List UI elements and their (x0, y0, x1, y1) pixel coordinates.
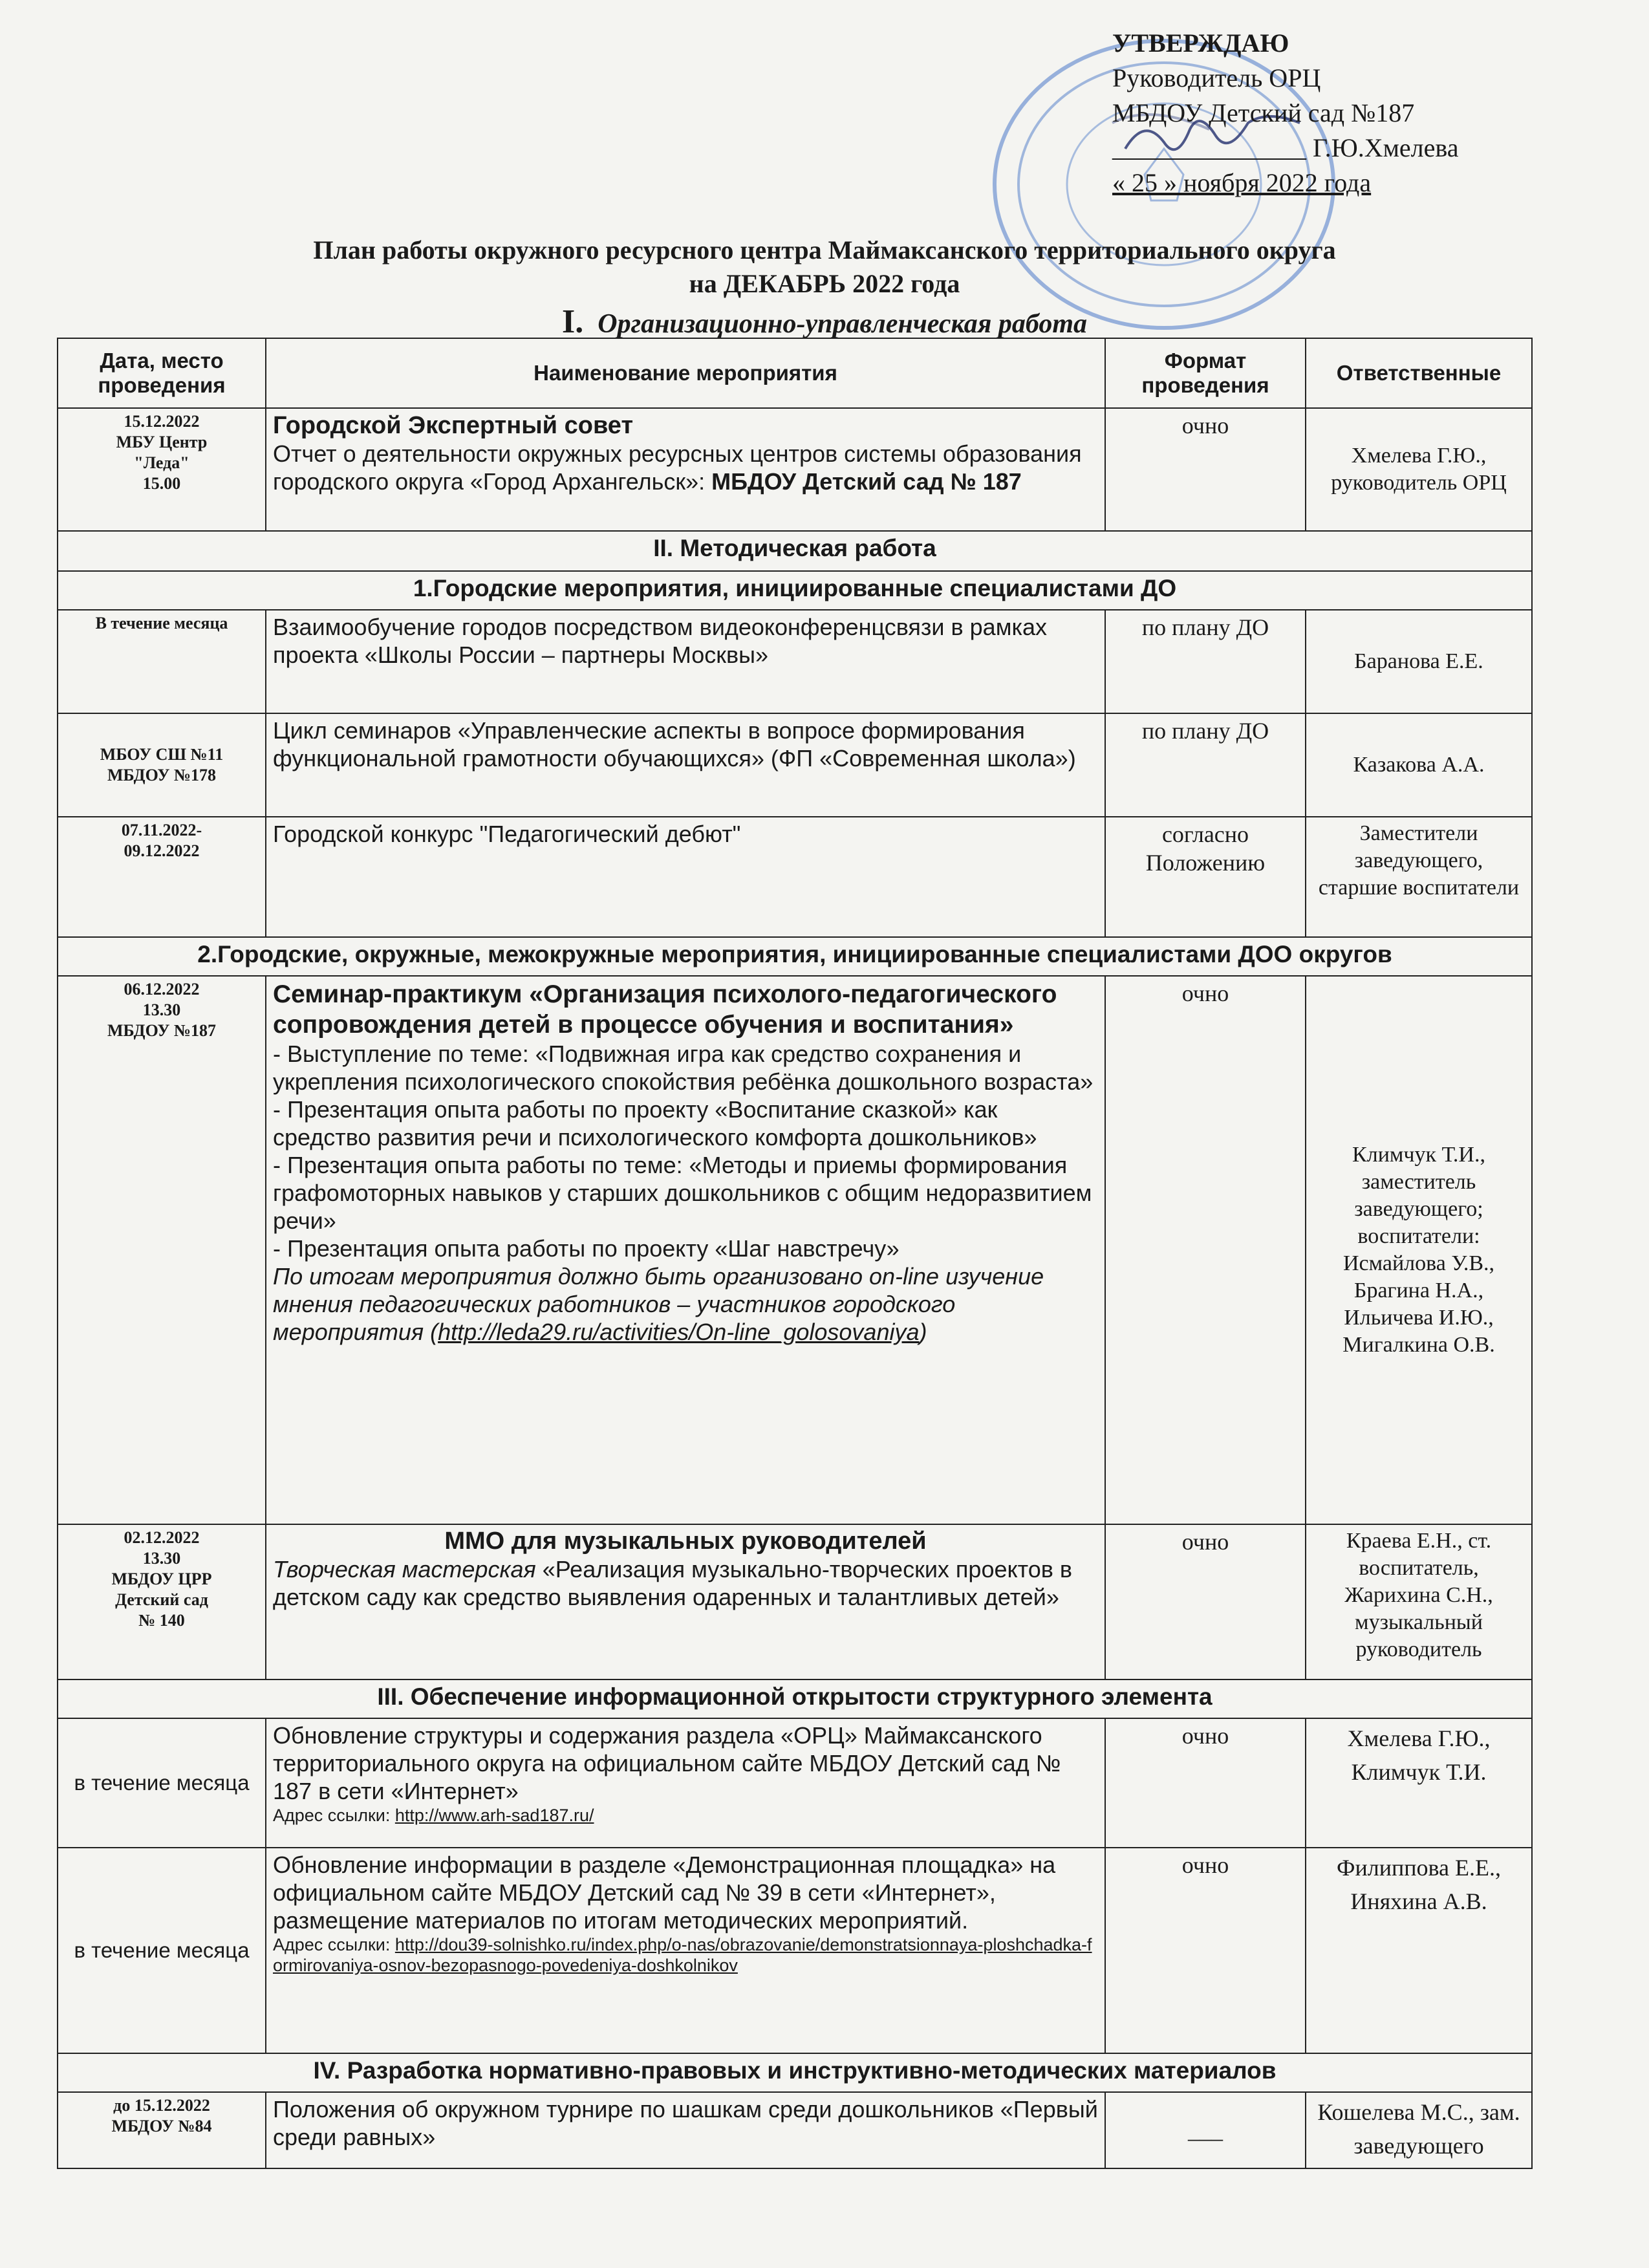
approval-name: Г.Ю.Хмелева (1313, 133, 1459, 162)
section-label: Организационно-управленческая работа (598, 309, 1087, 339)
row-responsible: Кошелева М.С., зам. заведующего (1306, 2092, 1532, 2168)
section-row (58, 2053, 1532, 2092)
table-row (58, 610, 1532, 713)
row-format: очно (1105, 1848, 1306, 2053)
row-event (266, 1524, 1105, 1679)
row-date: 15.12.2022 МБУ Центр "Леда" 15.00 (58, 408, 266, 531)
table-row (58, 976, 1532, 1524)
row-format: по плану ДО (1105, 610, 1306, 713)
address-link[interactable]: http://dou39-solnishko.ru/index.php/o-nas/obrazovanie/demonstratsionnaya-ploshchadka-formirovaniya-osnov-bezopasnogo-povedeniya-doshkolnikov (273, 1935, 1092, 1975)
row-date: МБОУ СШ №11 МБДОУ №178 (58, 713, 266, 817)
event-note-link[interactable]: http://leda29.ru/activities/On-line_golosovaniya (438, 1319, 920, 1345)
row-date: до 15.12.2022 МБДОУ №84 (58, 2092, 266, 2168)
row-format: по плану ДО (1105, 713, 1306, 817)
event-item: - Презентация опыта работы по проекту «Воспитание сказкой» как средство развития речи и психологического комфорта дошкольников» (273, 1096, 1037, 1150)
approval-position: Руководитель ОРЦ (1112, 63, 1321, 92)
row-format: согласно Положению (1105, 817, 1306, 937)
row-event: Положения об окружном турнире по шашкам среди дошкольников «Первый среди равных» (266, 2092, 1105, 2168)
table-row (58, 1524, 1532, 1679)
subsection-heading-2: 2.Городские, окружные, межокружные мероприятия, инициированные специалистами ДОО округов (58, 937, 1532, 976)
event-item: - Презентация опыта работы по проекту «Шаг навстречу» (273, 1235, 900, 1262)
section-heading-1 (0, 303, 1649, 341)
subsection-heading-1: 1.Городские мероприятия, инициированные специалистами ДО (58, 571, 1532, 610)
header-date: Дата, место проведения (58, 338, 266, 408)
event-note: По итогам мероприятия должно быть организовано on-line изучение мнения педагогических работников – участников городского мероприятия ( (273, 1263, 1044, 1345)
plan-table (57, 338, 1533, 2169)
table-row (58, 2092, 1532, 2168)
row-responsible: Хмелева Г.Ю., руководитель ОРЦ (1306, 408, 1532, 531)
section-heading-2: II. Методическая работа (58, 531, 1532, 571)
event-text: Обновление информации в разделе «Демонстрационная площадка» на официальном сайте МБДОУ Детский сад № 39 в сети «Интернет», размещение материалов по итогам методических мероприятий. (273, 1852, 1056, 1934)
row-responsible: Климчук Т.И., заместитель заведующего; воспитатели: Исмайлова У.В., Брагина Н.А., Ильичева И.Ю., Мигалкина О.В. (1306, 976, 1532, 1524)
subsection-row (58, 571, 1532, 610)
event-title: Семинар-практикум «Организация психолого-педагогического сопровождения детей в процессе обучения и воспитания» (273, 980, 1057, 1039)
event-item: - Презентация опыта работы по теме: «Методы и приемы формирования графомоторных навыков у старших дошкольников с общим недоразвитием речи» (273, 1152, 1092, 1234)
approval-signature-line (1112, 131, 1459, 166)
row-format: очно (1105, 976, 1306, 1524)
row-responsible: Казакова А.А. (1306, 713, 1532, 817)
section-row (58, 531, 1532, 571)
address-link[interactable]: http://www.arh-sad187.ru/ (394, 1806, 594, 1825)
subsection-row (58, 937, 1532, 976)
section-number: I. (562, 303, 584, 340)
table-row (58, 817, 1532, 937)
address-label: Адрес ссылки: (273, 1935, 395, 1954)
row-responsible: Баранова Е.Е. (1306, 610, 1532, 713)
header-name: Наименование мероприятия (266, 338, 1105, 408)
event-text-bold: МБДОУ Детский сад № 187 (711, 468, 1022, 495)
section-heading-4: IV. Разработка нормативно-правовых и инструктивно-методических материалов (58, 2053, 1532, 2092)
row-responsible: Краева Е.Н., ст. воспитатель, Жарихина С.Н., музыкальный руководитель (1306, 1524, 1532, 1679)
row-event: Городской конкурс "Педагогический дебют" (266, 817, 1105, 937)
row-event (266, 408, 1105, 531)
section-heading-3: III. Обеспечение информационной открытости структурного элемента (58, 1679, 1532, 1718)
table-header-row (58, 338, 1532, 408)
row-date: 06.12.2022 13.30 МБДОУ №187 (58, 976, 266, 1524)
event-address (273, 1934, 1098, 1976)
row-event: Цикл семинаров «Управленческие аспекты в вопросе формирования функциональной грамотности обучающихся» (ФП «Современная школа») (266, 713, 1105, 817)
table-row (58, 1848, 1532, 2053)
event-title: Городской Экспертный совет (273, 412, 634, 439)
row-date: в течение месяца (58, 1848, 266, 2053)
approval-date: « 25 » ноября 2022 года (1112, 168, 1372, 197)
address-label: Адрес ссылки: (273, 1806, 395, 1825)
event-text: «Реализация музыкально-творческих проектов в детском саду как средство выявления одаренных и талантливых детей» (273, 1556, 1072, 1610)
row-format: очно (1105, 1718, 1306, 1848)
row-event (266, 1718, 1105, 1848)
row-date: В течение месяца (58, 610, 266, 713)
header-format: Формат проведения (1105, 338, 1306, 408)
event-title: ММО для музыкальных руководителей (444, 1528, 927, 1555)
table-row (58, 1718, 1532, 1848)
event-text-italic: Творческая мастерская (273, 1556, 543, 1582)
row-responsible: Заместители заведующего, старшие воспитатели (1306, 817, 1532, 937)
row-responsible: Хмелева Г.Ю., Климчук Т.И. (1306, 1718, 1532, 1848)
section-row (58, 1679, 1532, 1718)
row-date: в течение месяца (58, 1718, 266, 1848)
event-address (273, 1805, 1098, 1826)
row-event: Взаимообучение городов посредством видеоконференцсвязи в рамках проекта «Школы России – партнеры Москвы» (266, 610, 1105, 713)
approval-organization: МБДОУ Детский сад №187 (1112, 98, 1415, 127)
page-subtitle: на ДЕКАБРЬ 2022 года (689, 269, 960, 298)
header-responsible: Ответственные (1306, 338, 1532, 408)
row-format: очно (1105, 408, 1306, 531)
event-note-end: ) (919, 1319, 927, 1345)
approval-block (1112, 26, 1459, 200)
row-format: очно (1105, 1524, 1306, 1679)
event-text: Отчет о деятельности окружных ресурсных центров системы образования городского округа «Город Архангельск»: (273, 440, 1082, 495)
signature-blank: _______________ (1112, 133, 1306, 162)
table-row (58, 713, 1532, 817)
row-format: ___ (1105, 2092, 1306, 2168)
event-text: Обновление структуры и содержания раздела «ОРЦ» Маймаксанского территориального округа на официальном сайте МБДОУ Детский сад № 187 в сети «Интернет» (273, 1722, 1061, 1804)
table-row (58, 408, 1532, 531)
page-title: План работы окружного ресурсного центра Маймаксанского территориального округа (313, 235, 1336, 265)
approval-heading: УТВЕРЖДАЮ (1112, 28, 1289, 58)
row-event (266, 1848, 1105, 2053)
row-date: 07.11.2022- 09.12.2022 (58, 817, 266, 937)
event-item: - Выступление по теме: «Подвижная игра как средство сохранения и укрепления психологического спокойствия ребёнка дошкольного возраста» (273, 1041, 1094, 1095)
row-event (266, 976, 1105, 1524)
row-responsible: Филиппова Е.Е., Иняхина А.В. (1306, 1848, 1532, 2053)
row-date: 02.12.2022 13.30 МБДОУ ЦРР Детский сад № 140 (58, 1524, 266, 1679)
